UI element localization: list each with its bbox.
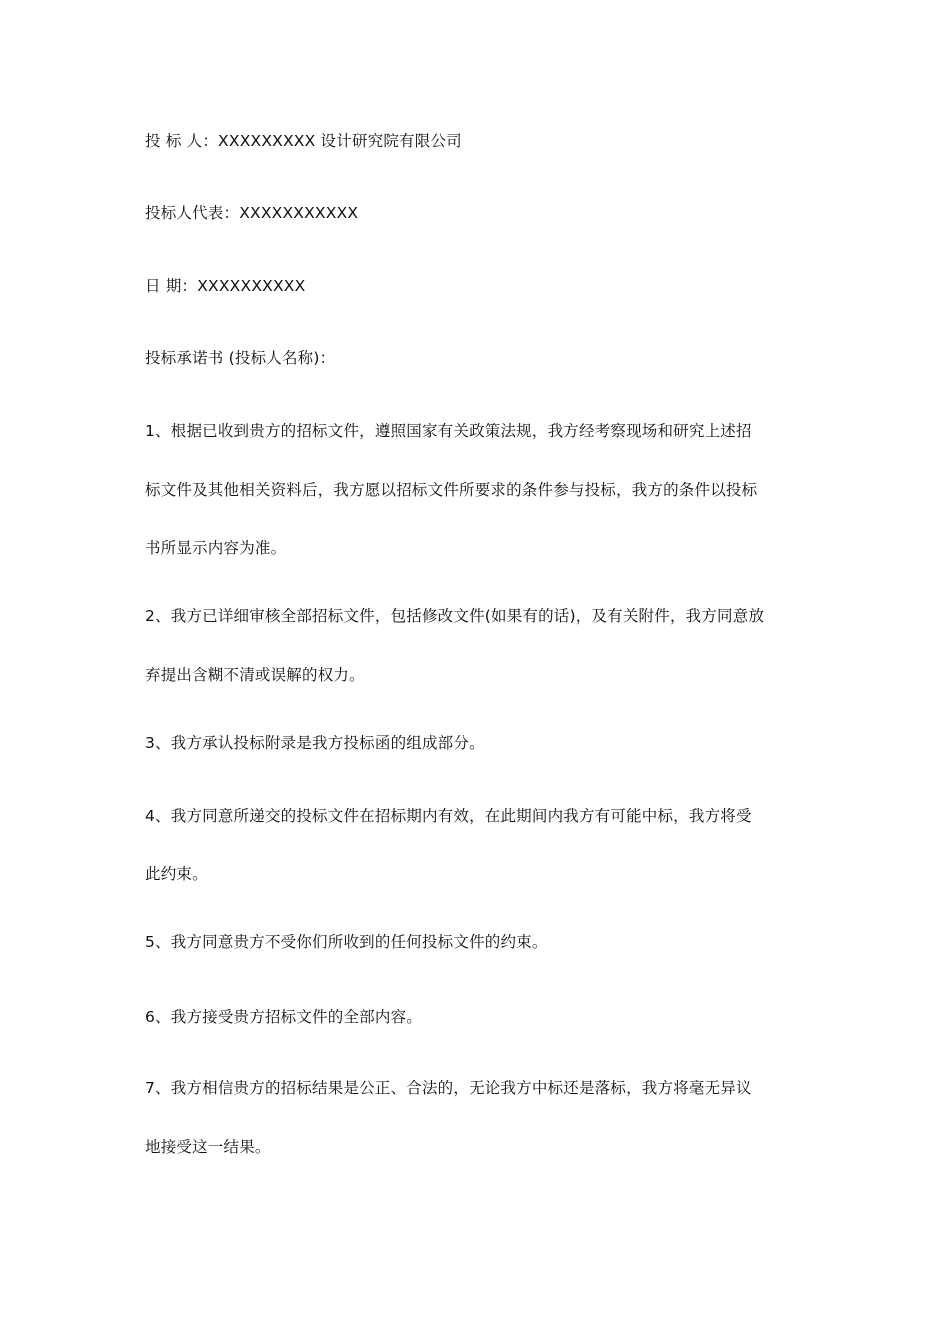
clause-1-line-2: 标文件及其他相关资料后，我方愿以招标文件所要求的条件参与投标，我方的条件以投标	[145, 481, 758, 499]
clause-4-line-2: 此约束。	[145, 865, 208, 883]
bidder-line: 投 标 人：XXXXXXXXX 设计研究院有限公司	[145, 132, 462, 150]
clause-1-line-1: 1、根据已收到贵方的招标文件，遵照国家有关政策法规，我方经考察现场和研究上述招	[145, 422, 752, 440]
clause-7-line-1: 7、我方相信贵方的招标结果是公正、合法的，无论我方中标还是落标，我方将毫无异议	[145, 1079, 752, 1097]
clause-2-line-2: 弃提出含糊不清或误解的权力。	[145, 666, 365, 684]
clause-6-line-1: 6、我方接受贵方招标文件的全部内容。	[145, 1008, 422, 1026]
date-line: 日 期：XXXXXXXXXX	[145, 277, 306, 295]
clause-5-line-1: 5、我方同意贵方不受你们所收到的任何投标文件的约束。	[145, 933, 548, 951]
clause-3-line-1: 3、我方承认投标附录是我方投标函的组成部分。	[145, 734, 485, 752]
clause-1-line-3: 书所显示内容为准。	[145, 539, 287, 557]
clause-7-line-2: 地接受这一结果。	[145, 1138, 271, 1156]
clause-2-line-1: 2、我方已详细审核全部招标文件，包括修改文件(如果有的话)，及有关附件，我方同意放	[145, 607, 765, 625]
clause-4-line-1: 4、我方同意所递交的投标文件在招标期内有效，在此期间内我方有可能中标，我方将受	[145, 807, 752, 825]
commitment-heading: 投标承诺书 (投标人名称)：	[145, 349, 336, 367]
bidder-representative-line: 投标人代表：XXXXXXXXXXX	[145, 204, 359, 222]
